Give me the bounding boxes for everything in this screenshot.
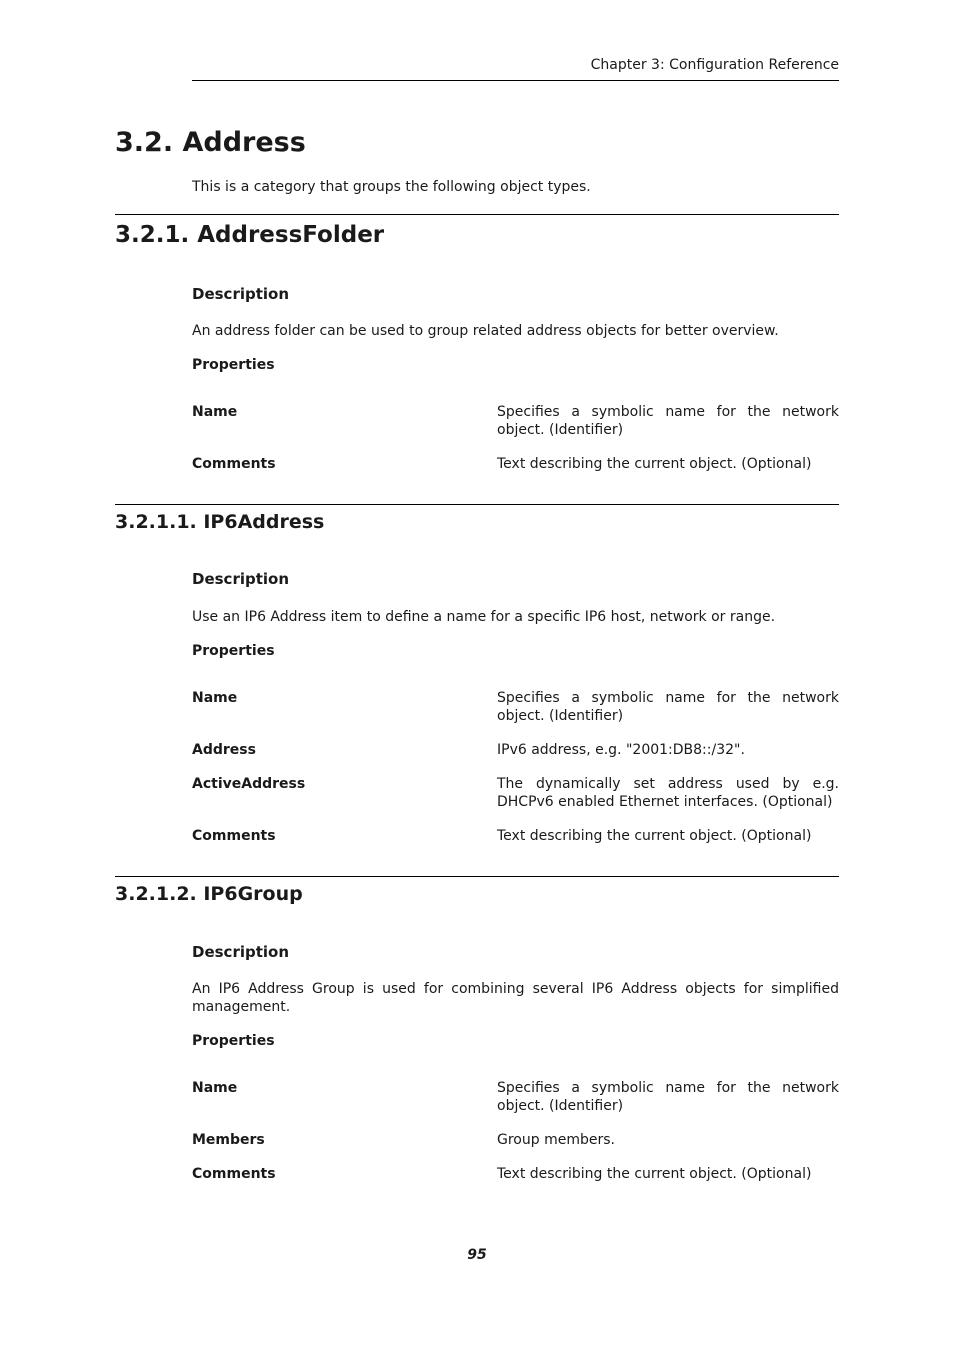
section-intro: This is a category that groups the following object types. (192, 179, 591, 195)
section-divider (115, 504, 839, 505)
description-text: An IP6 Address Group is used for combining several IP6 Address objects for simplified management. (192, 981, 839, 1015)
property-description: IPv6 address, e.g. "2001:DB8::/32". (497, 742, 745, 758)
properties-heading: Properties (192, 643, 275, 659)
property-name: Comments (192, 456, 276, 472)
property-name: Comments (192, 1166, 276, 1182)
property-description: Specifies a symbolic name for the network object. (Identifier) (497, 690, 839, 724)
property-description: Text describing the current object. (Optional) (497, 456, 812, 472)
property-description: Specifies a symbolic name for the network object. (Identifier) (497, 404, 839, 438)
description-heading: Description (192, 570, 290, 588)
description-text: An address folder can be used to group related address objects for better overview. (192, 323, 779, 339)
property-name: Members (192, 1132, 265, 1148)
property-name: Name (192, 1080, 238, 1096)
property-name: Name (192, 690, 238, 706)
running-header: Chapter 3: Configuration Reference (590, 57, 839, 73)
subsection-title-addressfolder: 3.2.1. AddressFolder (115, 222, 385, 248)
section-divider (115, 876, 839, 877)
page-number: 95 (467, 1247, 487, 1263)
property-name: Address (192, 742, 256, 758)
header-divider (192, 80, 839, 81)
property-description: Specifies a symbolic name for the network object. (Identifier) (497, 1080, 839, 1114)
description-heading: Description (192, 285, 290, 303)
properties-heading: Properties (192, 357, 275, 373)
property-name: ActiveAddress (192, 776, 306, 792)
subsection-title-ip6group: 3.2.1.2. IP6Group (115, 883, 303, 905)
property-description: The dynamically set address used by e.g. DHCPv6 enabled Ethernet interfaces. (Optional) (497, 776, 839, 810)
property-name: Comments (192, 828, 276, 844)
description-heading: Description (192, 943, 290, 961)
property-name: Name (192, 404, 238, 420)
section-divider (115, 214, 839, 215)
property-description: Text describing the current object. (Optional) (497, 1166, 812, 1182)
subsection-title-ip6address: 3.2.1.1. IP6Address (115, 511, 325, 533)
property-description: Text describing the current object. (Optional) (497, 828, 812, 844)
properties-heading: Properties (192, 1033, 275, 1049)
property-description: Group members. (497, 1132, 615, 1148)
section-title: 3.2. Address (115, 127, 306, 158)
description-text: Use an IP6 Address item to define a name for a specific IP6 host, network or range. (192, 609, 776, 625)
